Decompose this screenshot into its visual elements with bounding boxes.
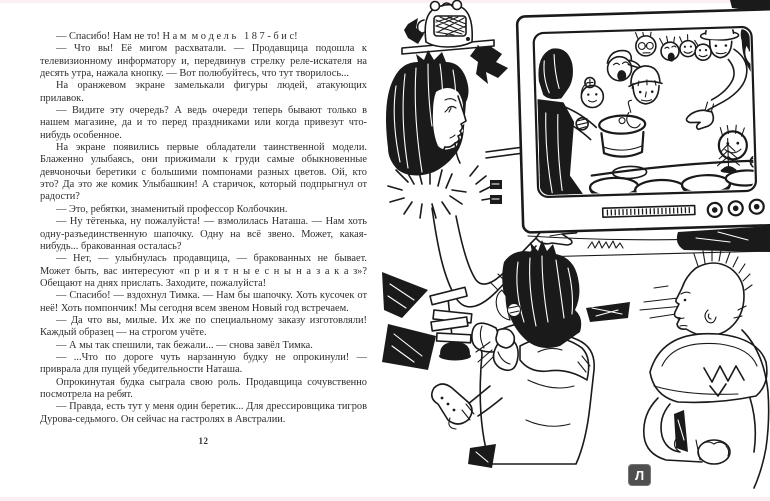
bush-shadows (382, 272, 436, 370)
paragraph: — Что вы! Её мигом расхватали. — Продавщица подошла к телевизионному информатору и, передвинув стрелку реле-искателя на десять утра, нажала кнопку. — Вот полюбуйтесь, что тут творилось... (40, 43, 367, 80)
labirint-watermark-logo: Л (628, 464, 651, 486)
page-number: 12 (198, 436, 209, 446)
receipt-spike-illustration (430, 287, 472, 360)
paragraph: Опрокинутая будка сыграла свою роль. Продавщица сочувственно посмотрела на ребят. (40, 376, 367, 400)
tv-side-switches (490, 180, 502, 204)
paragraph: — ...Что по дороге чуть нарзанную будку не опрокинули! — приврала для пущей убедительности Наташа. (40, 351, 367, 376)
paragraph: — Ну тётенька, ну пожалуйста! — взмолилась Наташа. — Нам хоть одну-разъединственную шапочку. Одну на всё звено. Может, какая-нибудь... бракованная осталась? (40, 216, 367, 252)
paragraph: — Спасибо! — вздохнул Тимка. — Нам бы шапочку. Хоть кусочек от неё! Хоть помпончик! Мы сегодня всем звеном Новый год встречаем. (40, 290, 367, 314)
paragraph: — Нет, — улыбнулась продавщица, — бракованных не бывает. Может быть, вас интересуют «п р и я т н ы е с н ы н а з а к а з»? Обещают на днях прислать. Заходите, пожалуйста! (40, 253, 367, 289)
book-illustration (378, 0, 770, 501)
paragraph: — Это, ребятки, знаменитый профессор Колбочкин. (56, 203, 288, 215)
floor-shading (586, 286, 684, 322)
boy-figure (644, 249, 769, 488)
fur-collar-spikes (388, 166, 494, 218)
paragraph: — Спасибо! Нам не то! Н а м м о д е л ь 1 8 7 - б и с! (56, 31, 298, 42)
paragraph: На экране появились первые обладатели таинственной модели. Блаженно улыбаясь, они прижимали к груди самые обыкновенные девчоночьи беретики с большими помпонами разных цветов. Ой, кто это? Да это же комик Улыбашкин! А старичок, который подпрыгнул от радости? (40, 142, 367, 203)
paragraph: — А мы так спешили, так бежали... — снова завёл Тимка. (56, 339, 313, 351)
left-page-text (40, 31, 367, 426)
hatbox (599, 115, 646, 157)
tv-set-illustration (517, 9, 770, 233)
paragraph: — Да что вы, милые. Их же по специальному заказу изготовляли! Каждый образец — на строгом учёте. (40, 314, 367, 339)
foliage-under-shelf (470, 46, 508, 84)
paragraph: На оранжевом экране замелькали фигуры людей, атакующих прилавок. (40, 80, 367, 104)
paragraph: — Видите эту очередь? А ведь очереди теперь бывают только в нашем магазине, да и то перед праздниками или когда привезут что-нибудь особенное. (40, 105, 367, 141)
paragraph: — Правда, есть тут у меня один беретик... Для дрессировщика тигров Дурова-седьмого. Он сейчас на гастролях в Австралии. (40, 401, 367, 425)
girl-mitten (432, 384, 474, 429)
